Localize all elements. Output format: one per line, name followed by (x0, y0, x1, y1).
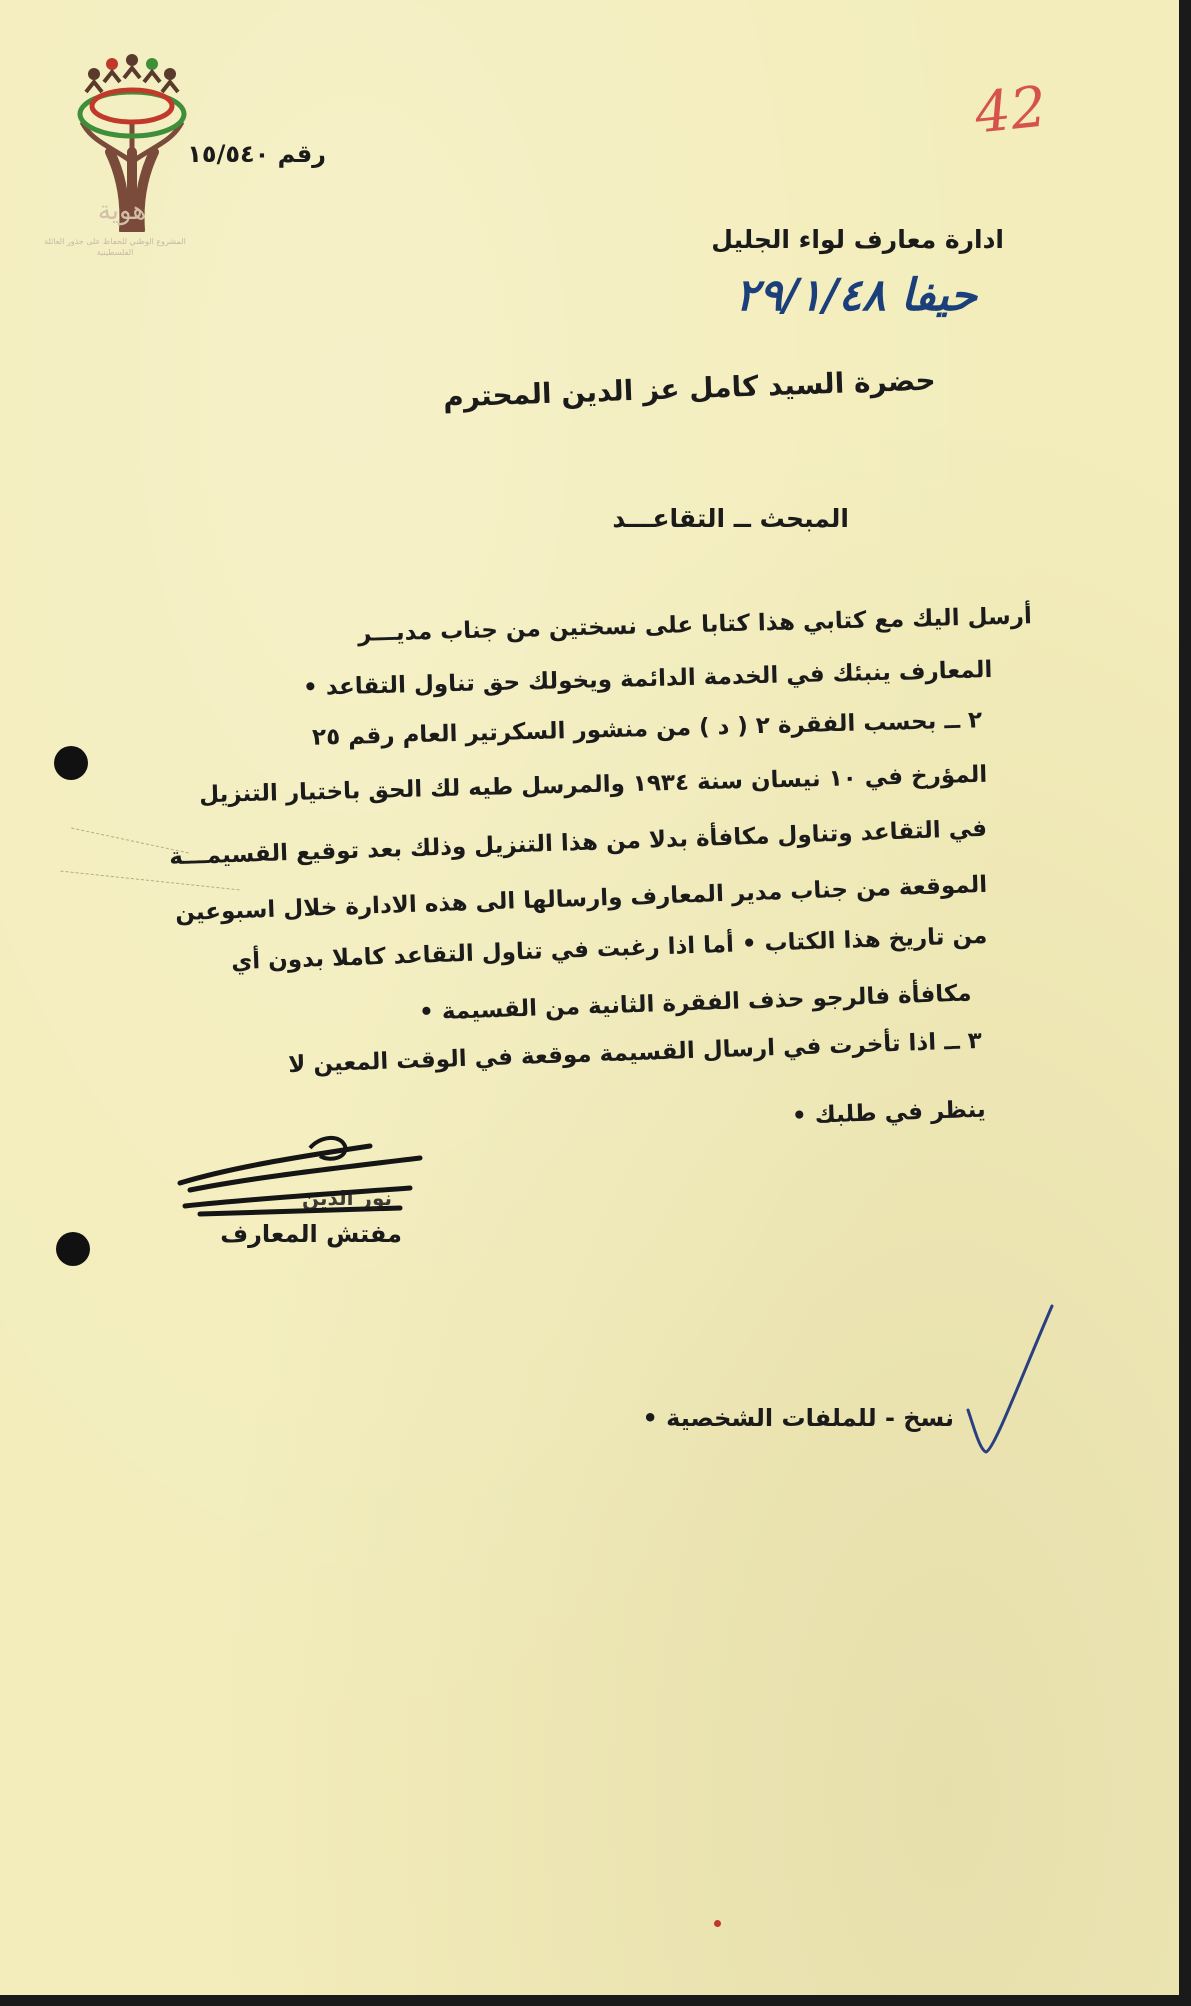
signature-title: مفتش المعارف (220, 1220, 402, 1248)
body-line: المعارف ينبئك في الخدمة الدائمة ويخولك حق تناول التقاعد • (302, 656, 993, 702)
signature-name: نور الدين (302, 1186, 392, 1210)
body-line: أرسل اليك مع كتابي هذا كتابا على نسختين من جناب مديـــر (357, 603, 1033, 647)
scan-artifact (60, 871, 239, 891)
scan-border-right (1179, 0, 1191, 2006)
scan-artifact (71, 828, 189, 854)
watermark-word: هوية (97, 196, 147, 226)
body-line: ٣ ــ اذا تأخرت في ارسال القسيمة موقعة في الوقت المعين لا (287, 1027, 983, 1079)
punch-hole (54, 746, 88, 780)
watermark-caption: المشروع الوطني للحفاظ على جذور العائلة الفلسطينية (44, 237, 186, 257)
body-line: في التقاعد وتناول مكافأة بدلا من هذا التنزيل وذلك بعد توقيع القسيمـــة (168, 815, 988, 871)
copy-note: نسخ - للملفات الشخصية • (642, 1404, 954, 1432)
body-line: الموقعة من جناب مدير المعارف وارسالها الى هذه الادارة خلال اسبوعين (174, 871, 988, 927)
punch-hole (56, 1232, 90, 1266)
reference-number: رقم ١٥/٥٤٠ (187, 140, 326, 168)
signature-scribble (170, 1128, 440, 1228)
subject-line: المبحث ــ التقاعـــد (612, 504, 849, 533)
office-header: ادارة معارف لواء الجليل (711, 225, 1004, 254)
addressee: حضرة السيد كامل عز الدين المحترم (442, 363, 937, 414)
tick-mark (960, 1300, 1060, 1460)
body-line: من تاريخ هذا الكتاب • أما اذا رغبت في تناول التقاعد كاملا بدون أي (230, 922, 988, 976)
page-mark: 42 (971, 74, 1050, 147)
body-line: ٢ ــ بحسب الفقرة ٢ ( د ) من منشور السكرتير العام رقم ٢٥ (311, 707, 983, 751)
body-line: ينظر في طلبك • (791, 1096, 987, 1130)
ink-dot (714, 1920, 721, 1927)
place-date: حيفا ٢٩/١/٤٨ (735, 270, 977, 321)
body-line: مكافأة فالرجو حذف الفقرة الثانية من القسيمة • (419, 980, 973, 1026)
scan-border-bottom (0, 1995, 1191, 2006)
body-line: المؤرخ في ١٠ نيسان سنة ١٩٣٤ والمرسل طيه لك الحق باختيار التنزيل (198, 761, 988, 809)
